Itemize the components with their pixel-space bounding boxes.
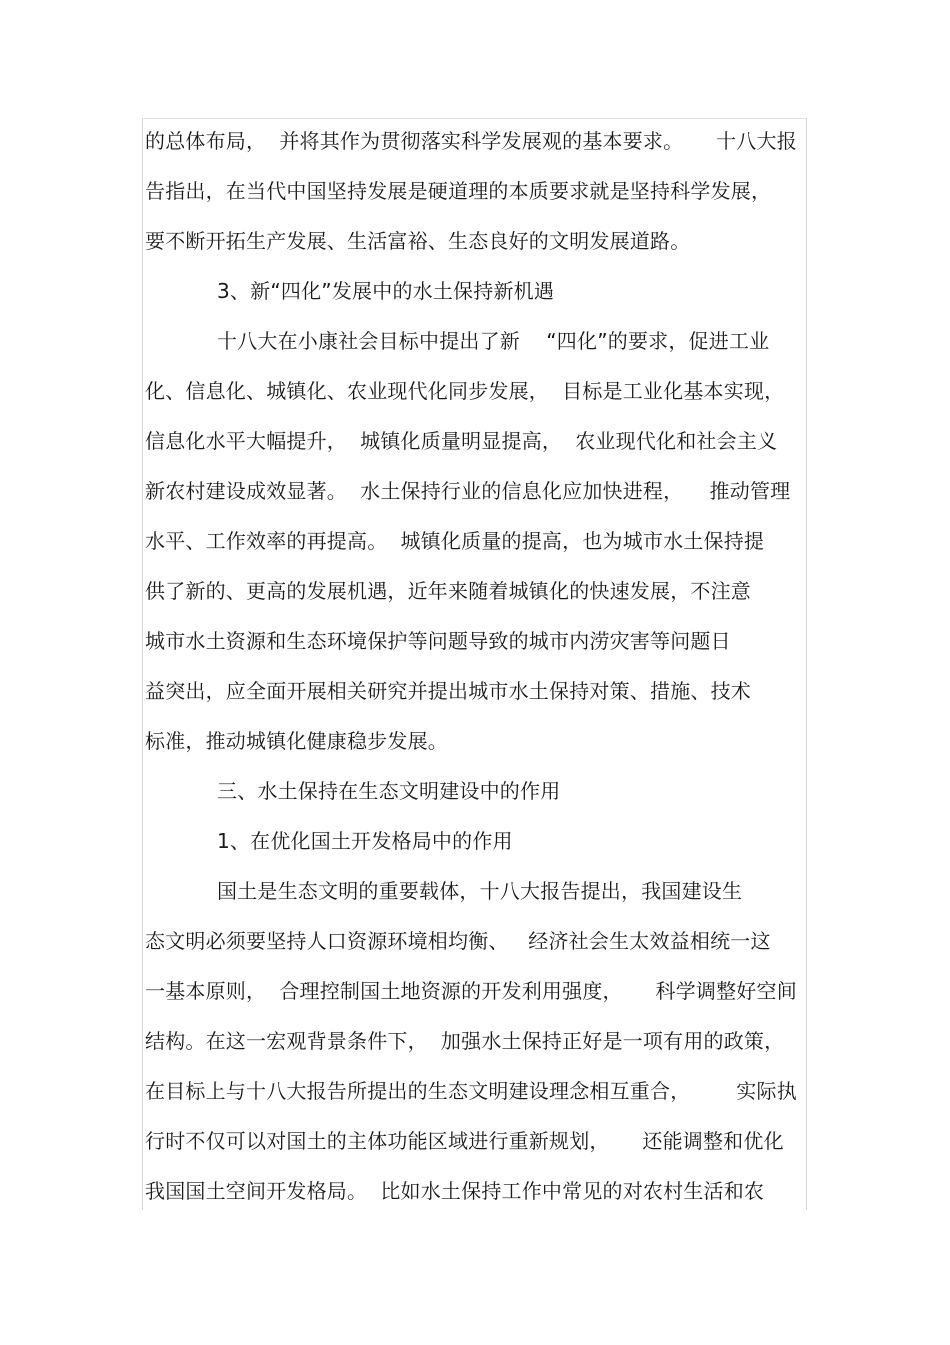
text-line-2: 告指出，在当代中国坚持发展是硬道理的本质要求就是坚持科学发展， xyxy=(145,179,772,203)
chapter-heading-3: 三、水土保持在生态文明建设中的作用 xyxy=(217,779,561,803)
text-line-20: 在目标上与十八大报告所提出的生态文明建设理念相互重合， 实际执 xyxy=(145,1079,797,1103)
text-line-22: 我国国土空间开发格局。 比如水土保持工作中常见的对农村生活和农 xyxy=(145,1179,765,1203)
text-line-1: 的总体布局， 并将其作为贯彻落实科学发展观的基本要求。 十八大报 xyxy=(145,129,797,153)
text-line-6: 化、信息化、城镇化、农业现代化同步发展， 目标是工业化基本实现， xyxy=(145,379,785,403)
text-line-3: 要不断开拓生产发展、生活富裕、生态良好的文明发展道路。 xyxy=(145,229,691,253)
text-line-19: 结构。在这一宏观背景条件下， 加强水土保持正好是一项有用的政策， xyxy=(145,1029,785,1053)
text-line-7: 信息化水平大幅提升， 城镇化质量明显提高， 农业现代化和社会主义 xyxy=(145,429,778,453)
text-line-13: 标准，推动城镇化健康稳步发展。 xyxy=(145,729,448,753)
text-line-18: 一基本原则， 合理控制国土地资源的开发利用强度， 科学调整好空间 xyxy=(145,979,797,1003)
text-line-9: 水平、工作效率的再提高。 城镇化质量的提高，也为城市水土保持提 xyxy=(145,529,765,553)
text-line-5: 十八大在小康社会目标中提出了新 “四化”的要求，促进工业 xyxy=(217,329,770,353)
text-line-16: 国土是生态文明的重要载体，十八大报告提出，我国建设生 xyxy=(217,879,743,903)
text-line-11: 城市水土资源和生态环境保护等问题导致的城市内涝灾害等问题日 xyxy=(145,629,731,653)
text-line-12: 益突出，应全面开展相关研究并提出城市水土保持对策、措施、技术 xyxy=(145,679,751,703)
text-line-21: 行时不仅可以对国土的主体功能区域进行重新规划， 还能调整和优化 xyxy=(145,1129,784,1153)
page-border-right xyxy=(806,118,807,1210)
text-line-8: 新农村建设成效显著。 水土保持行业的信息化应加快进程， 推动管理 xyxy=(145,479,791,503)
page-border-top xyxy=(142,118,807,119)
section-heading-1: 1、在优化国土开发格局中的作用 xyxy=(217,829,513,853)
text-line-17: 态文明必须要坚持人口资源环境相均衡、 经济社会生太效益相统一这 xyxy=(145,929,771,953)
text-line-10: 供了新的、更高的发展机遇，近年来随着城镇化的快速发展，不注意 xyxy=(145,579,751,603)
section-heading-3: 3、新“四化”发展中的水土保持新机遇 xyxy=(217,279,555,303)
page-border-left xyxy=(142,118,143,1210)
